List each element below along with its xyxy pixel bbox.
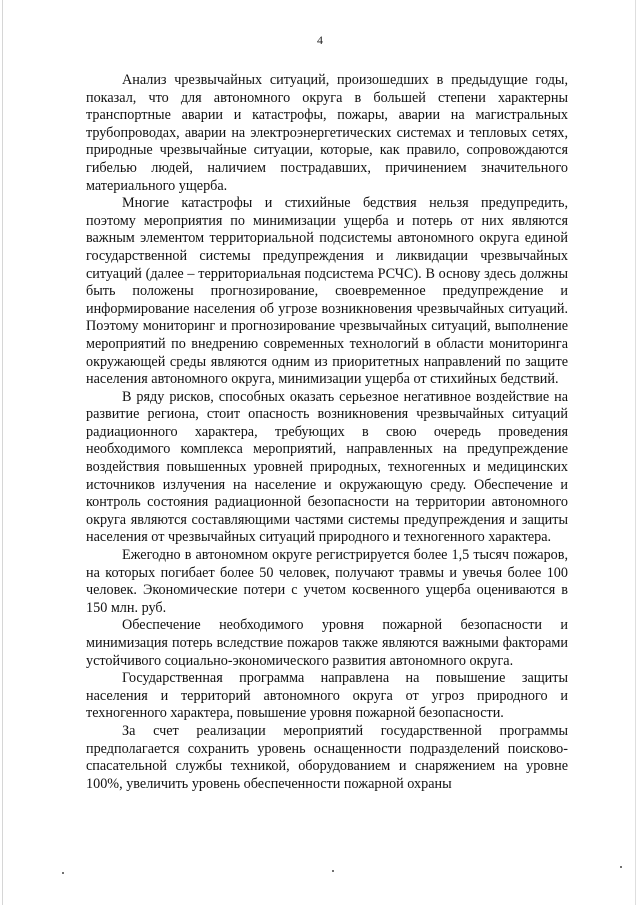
paragraph-radiation-risks: В ряду рисков, способных оказать серьезное негативное воздействие на развитие региона, стоит опасность возникновения чрезвычайных ситуаций радиационного характера, требующих в свою очередь проведения необходимого комплекса мероприятий, направленных на предупреждение воздействия повышенных уровней природных, техногенных и медицинских источников излучения на население и окружающую среду. Обеспечение и контроль состояния радиационной безопасности на территории автономного округа являются составляющими частями системы предупреждения и защиты населения от чрезвычайных ситуаций природного и техногенного характера. <box>86 388 568 546</box>
paragraph-program-goal: Государственная программа направлена на повышение защиты населения и территорий автономного округа от угроз природного и техногенного характера, повышение уровня пожарной безопасности. <box>86 670 568 722</box>
paragraph-fire-statistics: Ежегодно в автономном округе регистрируется более 1,5 тысяч пожаров, на которых погибает более 50 человек, получают травмы и увечья более 100 человек. Экономические потери с учетом косвенного ущерба оцениваются в 150 млн. руб. <box>86 547 568 616</box>
paragraph-emergency-analysis: Анализ чрезвычайных ситуаций, произошедших в предыдущие годы, показал, что для автономного округа в большей степени характерны транспортные аварии и катастрофы, пожары, аварии на магистральных трубопроводах, аварии на электроэнергетических системах и тепловых сетях, природные чрезвычайные ситуации, которые, как правило, сопровождаются гибелью людей, наличием пострадавших, причинением значительного материального ущерба. <box>86 72 568 194</box>
scan-edge-right <box>635 0 636 905</box>
page-number: 4 <box>317 33 323 47</box>
scan-speck <box>332 870 334 872</box>
document-body <box>86 72 568 793</box>
scan-speck <box>62 872 64 874</box>
scan-speck <box>620 866 622 868</box>
paragraph-disaster-prevention: Многие катастрофы и стихийные бедствия нельзя предупредить, поэтому мероприятия по минимизации ущерба и потерь от них являются важным элементом территориальной подсистемы автономного округа единой государственной системы предупреждения и ликвидации чрезвычайных ситуаций (далее – территориальная подсистема РСЧС). В основу здесь должны быть положены прогнозирование, своевременное предупреждение и информирование населения об угрозе возникновения чрезвычайных ситуаций. Поэтому мониторинг и прогнозирование чрезвычайных ситуаций, выполнение мероприятий по внедрению современных технологий в области мониторинга окружающей среды являются одним из приоритетных направлений по защите населения автономного округа, минимизации ущерба от стихийных бедствий. <box>86 195 568 388</box>
scan-edge-left <box>2 0 3 905</box>
paragraph-program-measures: За счет реализации мероприятий государственной программы предполагается сохранить уровень оснащенности подразделений поисково-спасательной службы техникой, оборудованием и снаряжением на уровне 100%, увеличить уровень обеспеченности пожарной охраны <box>86 722 568 792</box>
paragraph-fire-safety: Обеспечение необходимого уровня пожарной безопасности и минимизация потерь вследствие пожаров также являются важными факторами устойчивого социально-экономического развития автономного округа. <box>86 617 568 669</box>
